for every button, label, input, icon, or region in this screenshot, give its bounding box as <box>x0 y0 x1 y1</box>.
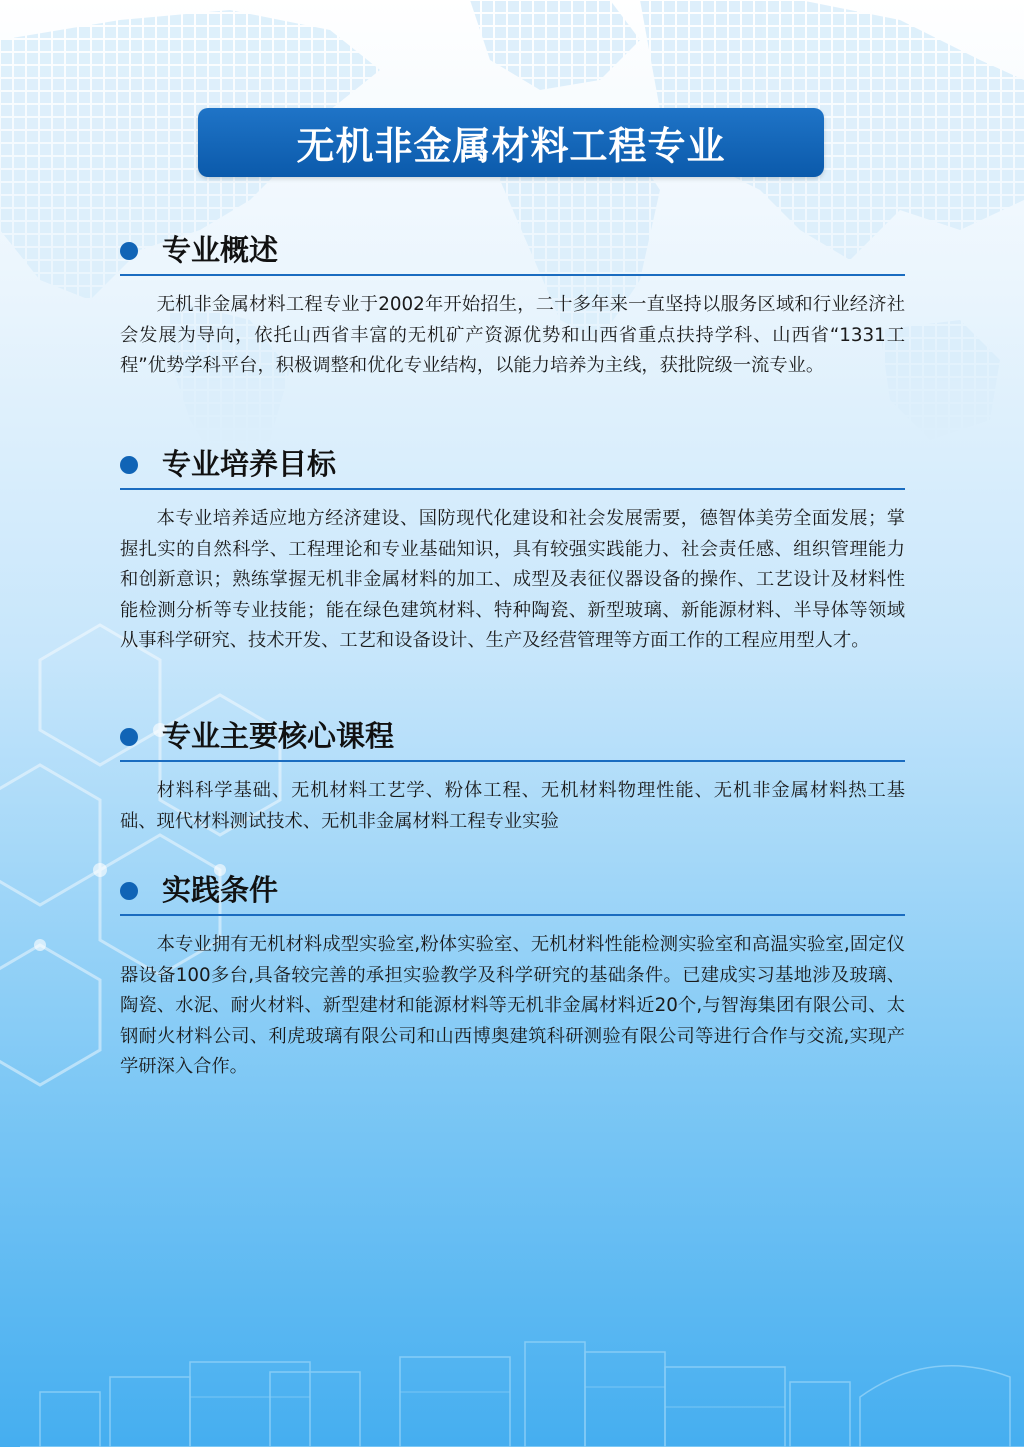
bullet-dot-icon <box>120 728 138 746</box>
campus-buildings-skyline <box>0 1337 1024 1447</box>
page-title-banner <box>198 108 824 177</box>
section-header <box>120 714 905 762</box>
section-header <box>120 228 905 276</box>
section-core-courses <box>120 714 905 837</box>
section-heading: 实践条件 <box>162 873 279 907</box>
section-body: 本专业拥有无机材料成型实验室,粉体实验室、无机材料性能检测实验室和高温实验室,固定仪器设备100多台,具备较完善的承担实验教学及科学研究的基础条件。已建成实习基地涉及玻璃、陶瓷、水泥、耐火材料、新型建材和能源材料等无机非金属材料近20个,与智海集团有限公司、太钢耐火材料公司、利虎玻璃有限公司和山西博奥建筑科研测验有限公司等进行合作与交流,实现产学研深入合作。 <box>120 934 905 1077</box>
section-body: 无机非金属材料工程专业于2002年开始招生，二十多年来一直坚持以服务区域和行业经济社会发展为导向，依托山西省丰富的无机矿产资源优势和山西省重点扶持学科、山西省“1331工程”优势学科平台，积极调整和优化专业结构，以能力培养为主线，获批院级一流专业。 <box>120 294 905 376</box>
section-heading: 专业概述 <box>162 233 279 267</box>
bullet-dot-icon <box>120 882 138 900</box>
section-body: 本专业培养适应地方经济建设、国防现代化建设和社会发展需要，德智体美劳全面发展；掌握扎实的自然科学、工程理论和专业基础知识，具有较强实践能力、社会责任感、组织管理能力和创新意识；熟练掌握无机非金属材料的加工、成型及表征仪器设备的操作、工艺设计及材料性能检测分析等专业技能；能在绿色建筑材料、特种陶瓷、新型玻璃、新能源材料、半导体等领域从事科学研究、技术开发、工艺和设备设计、生产及经营管理等方面工作的工程应用型人才。 <box>120 508 905 651</box>
section-overview <box>120 228 905 382</box>
bullet-dot-icon <box>120 456 138 474</box>
section-practice-conditions <box>120 868 905 1083</box>
section-header <box>120 868 905 916</box>
page-title: 无机非金属材料工程专业 <box>296 124 726 168</box>
bullet-dot-icon <box>120 242 138 260</box>
section-body: 材料科学基础、无机材料工艺学、粉体工程、无机材料物理性能、无机非金属材料热工基础、现代材料测试技术、无机非金属材料工程专业实验 <box>120 780 905 832</box>
section-heading: 专业培养目标 <box>162 447 337 481</box>
section-header <box>120 442 905 490</box>
section-heading: 专业主要核心课程 <box>162 719 395 753</box>
section-training-goals <box>120 442 905 657</box>
